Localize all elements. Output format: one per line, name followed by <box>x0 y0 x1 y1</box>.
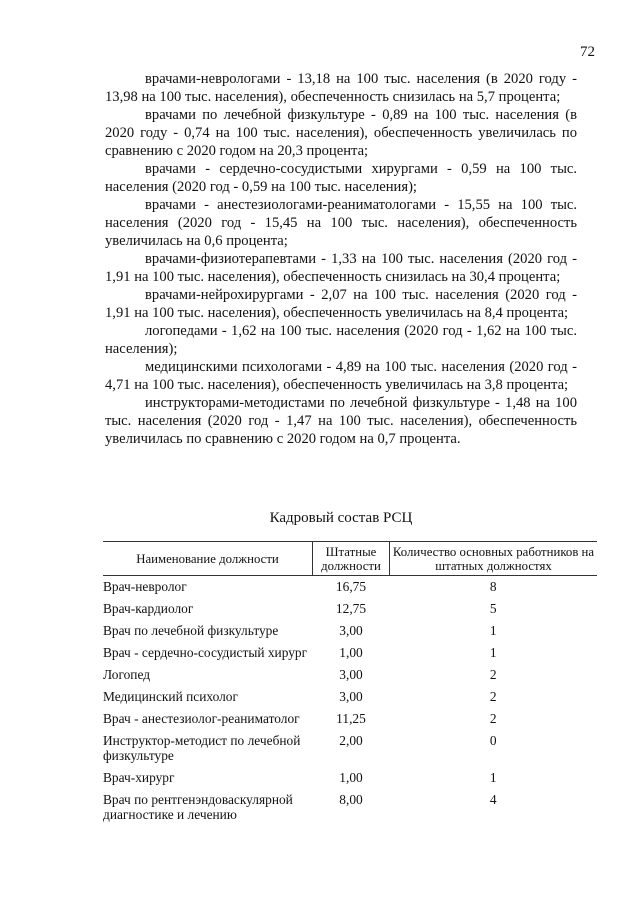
table-header-row <box>103 542 597 576</box>
cell-employee-count: 2 <box>489 711 497 726</box>
cell-staff-positions: 12,75 <box>335 601 367 616</box>
cell-employee-count: 0 <box>489 733 497 748</box>
cell-staff-positions: 8,00 <box>339 792 363 807</box>
cell-staff-positions: 3,00 <box>339 667 363 682</box>
table-row <box>103 770 597 792</box>
cell-employee-count: 2 <box>489 667 497 682</box>
header-staff-positions: Штатные должности <box>313 542 390 576</box>
cell-staff-positions: 3,00 <box>339 623 363 638</box>
cell-position-name: Врач-невролог <box>103 579 187 594</box>
cell-staff-positions: 16,75 <box>335 579 367 594</box>
cell-employee-count: 2 <box>489 689 497 704</box>
cell-employee-count: 1 <box>489 623 497 638</box>
paragraph: логопедами - 1,62 на 100 тыс. населения (2020 год - 1,62 на 100 тыс. населения); <box>105 323 577 357</box>
cell-staff-positions: 3,00 <box>339 689 363 704</box>
cell-employee-count: 5 <box>489 601 497 616</box>
cell-position-name: Врач-кардиолог <box>103 601 194 616</box>
paragraph: медицинскими психологами - 4,89 на 100 тыс. населения (2020 год - 4,71 на 100 тыс. населения), обеспеченность увеличилась на 3,8 процента; <box>105 359 577 393</box>
cell-staff-positions: 1,00 <box>339 645 363 660</box>
table-title: Кадровый состав РСЦ <box>269 510 413 526</box>
cell-staff-positions: 11,25 <box>336 711 366 726</box>
cell-position-name: Медицинский психолог <box>103 689 238 704</box>
cell-position-name: Врач по лечебной физкультуре <box>103 623 279 638</box>
cell-position-name: Врач по рентгенэндоваскулярной диагностике и лечению <box>103 792 293 822</box>
paragraph: врачами по лечебной физкультуре - 0,89 на 100 тыс. населения (в 2020 году - 0,74 на 100 тыс. населения), обеспеченность увеличилась по сравнению с 2020 годом на 20,3 процента; <box>105 107 577 159</box>
cell-employee-count: 1 <box>489 645 497 660</box>
cell-position-name: Врач-хирург <box>103 770 175 785</box>
paragraph: врачами-физиотерапевтами - 1,33 на 100 тыс. населения (2020 год - 1,91 на 100 тыс. населения), обеспеченность снизилась на 30,4 процента; <box>105 251 577 285</box>
staff-table <box>103 541 597 829</box>
paragraph: врачами-нейрохирургами - 2,07 на 100 тыс. населения (2020 год - 1,91 на 100 тыс. населения), обеспеченность увеличилась на 8,4 процента; <box>105 287 577 321</box>
cell-position-name: Инструктор-методист по лечебной физкультуре <box>103 733 301 763</box>
cell-position-name: Врач - анестезиолог-реаниматолог <box>103 711 300 726</box>
body-text <box>105 70 577 448</box>
table-row <box>103 576 597 602</box>
table-row <box>103 601 597 623</box>
cell-staff-positions: 1,00 <box>339 770 363 785</box>
paragraph: инструкторами-методистами по лечебной физкультуре - 1,48 на 100 тыс. населения (2020 год - 1,47 на 100 тыс. населения), обеспеченность увеличилась по сравнению с 2020 годом на 0,7 процента. <box>105 395 577 447</box>
paragraph: врачами-неврологами - 13,18 на 100 тыс. населения (в 2020 году - 13,98 на 100 тыс. населения), обеспеченность снизилась на 5,7 процента; <box>105 71 577 105</box>
cell-employee-count: 4 <box>489 792 497 807</box>
table-row <box>103 667 597 689</box>
cell-employee-count: 8 <box>489 579 497 594</box>
cell-staff-positions: 2,00 <box>339 733 363 748</box>
paragraph: врачами - анестезиологами-реаниматологами - 15,55 на 100 тыс. населения (2020 год - 15,45 на 100 тыс. населения), обеспеченность увеличилась на 0,6 процента; <box>105 197 577 249</box>
table-row <box>103 733 597 770</box>
cell-employee-count: 1 <box>489 770 497 785</box>
table-row <box>103 645 597 667</box>
cell-position-name: Врач - сердечно-сосудистый хирург <box>103 645 308 660</box>
table-row <box>103 689 597 711</box>
cell-position-name: Логопед <box>103 667 151 682</box>
header-employee-count: Количество основных работников на штатных должностях <box>390 542 598 576</box>
table-row <box>103 711 597 733</box>
table-row <box>103 623 597 645</box>
page-number: 72 <box>580 44 595 60</box>
table-row <box>103 792 597 829</box>
header-position-name: Наименование должности <box>103 542 313 576</box>
paragraph: врачами - сердечно-сосудистыми хирургами - 0,59 на 100 тыс. населения (2020 год - 0,59 на 100 тыс. населения); <box>105 161 577 195</box>
